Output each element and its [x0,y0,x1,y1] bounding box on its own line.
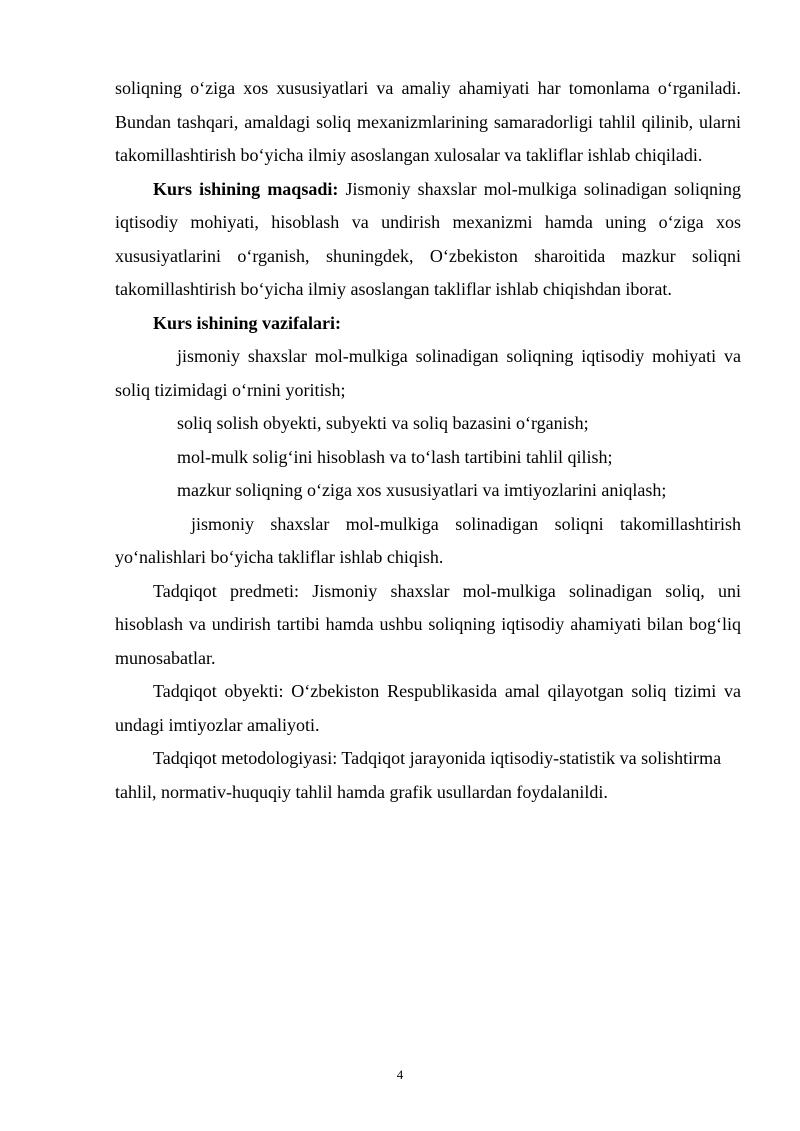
page-body [115,72,741,809]
goal-paragraph [115,173,741,307]
subject-paragraph: Tadqiqot predmeti: Jismoniy shaxslar mol-mulkiga solinadigan soliq, uni hisoblash va undirish tartibi hamda ushbu soliqning iqtisodiy ahamiyati bilan bog‘liq munosabatlar. [115,580,741,668]
tasks-heading: Kurs ishining vazifalari: [153,312,342,333]
intro-paragraph: soliqning o‘ziga xos xususiyatlari va amaliy ahamiyati har tomonlama o‘rganiladi. Bundan tashqari, amaldagi soliq mexanizmlarining samaradorligi tahlil qilinib, ularni takomillashtirish bo‘yicha ilmiy asoslangan xulosalar va takliflar ishlab chiqiladi. [115,78,741,165]
object-paragraph: Tadqiqot obyekti: O‘zbekiston Respublikasida amal qilayotgan soliq tizimi va undagi imtiyozlar amaliyoti. [115,681,741,735]
task-item: mazkur soliqning o‘ziga xos xususiyatlari va imtiyozlarini aniqlash; [177,480,667,500]
task-item: mol-mulk solig‘ini hisoblash va to‘lash tartibini tahlil qilish; [177,446,613,467]
goal-text: Jismoniy shaxslar mol-mulkiga solinadigan soliqning iqtisodiy mohiyati, hisoblash va undirish mexanizmi hamda uning o‘ziga xos xususiyatlarini o‘rganish, shuningdek, O‘zbekiston sharoitida mazkur soliqni takomillashtirish bo‘yicha ilmiy asoslangan takliflar ishlab chiqishdan iborat. [115,178,742,299]
task-item: jismoniy shaxslar mol-mulkiga solinadigan soliqni takomillashtirish yo‘nalishlari bo‘yicha takliflar ishlab chiqish. [115,513,741,567]
page-number: 4 [396,1067,404,1082]
task-item: soliq solish obyekti, subyekti va soliq bazasini o‘rganish; [177,413,589,433]
methodology-paragraph: Tadqiqot metodologiyasi: Tadqiqot jarayonida iqtisodiy-statistik va solishtirma tahlil, normativ-huquqiy tahlil hamda grafik usullardan foydalanildi. [115,748,722,802]
goal-label: Kurs ishining maqsadi: [153,178,339,199]
task-item: jismoniy shaxslar mol-mulkiga solinadigan soliqning iqtisodiy mohiyati va soliq tizimidagi o‘rnini yoritish; [115,346,741,400]
